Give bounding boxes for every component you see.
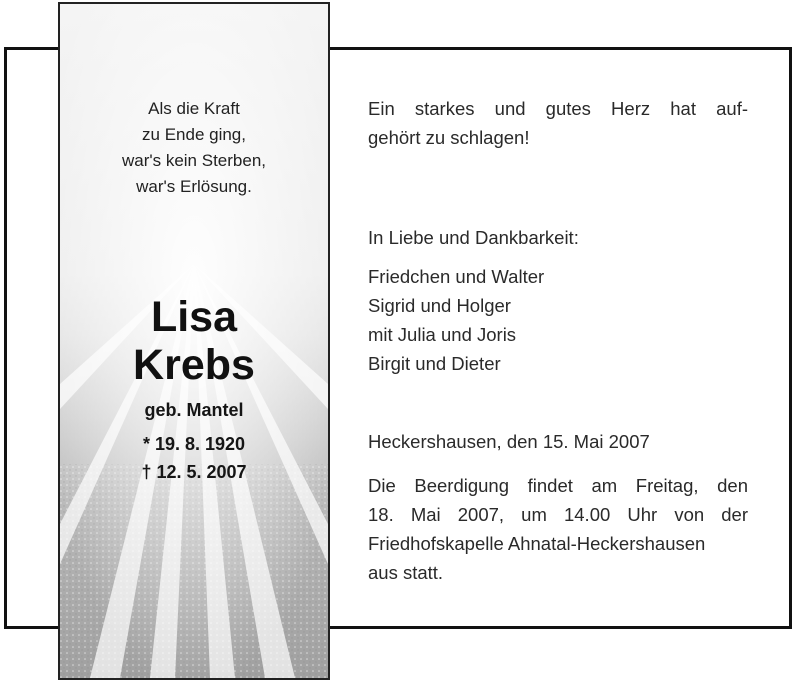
mourner-name: Birgit und Dieter [368,353,501,374]
birth-name: geb. Mantel [144,400,244,420]
mourner-name: mit Julia und Joris [368,324,517,345]
deceased-last-name: Krebs [133,341,255,389]
verse-line: war's Erlösung. [136,177,252,196]
intro-line: gehört zu schlagen! [368,127,530,148]
verse-line: zu Ende ging, [142,125,246,144]
funeral-line: Die Beerdigung findet am Freitag, den [368,475,748,496]
death-date: † 12. 5. 2007 [141,462,247,482]
deceased-first-name: Lisa [150,293,238,341]
memorial-side-panel [58,2,330,680]
intro-line: Ein starkes und gutes Herz hat auf- [368,98,748,119]
birth-date: * 19. 8. 1920 [142,434,246,454]
verse-line: Als die Kraft [148,99,240,118]
mourner-name: Sigrid und Holger [368,295,511,316]
memorial-verse [60,96,328,200]
verse-line: war's kein Sterben, [121,151,267,170]
funeral-line: 18. Mai 2007, um 14.00 Uhr von der [368,504,748,525]
place-and-date: Heckershausen, den 15. Mai 2007 [368,431,650,452]
mourner-name: Friedchen und Walter [368,266,545,287]
gratitude-heading: In Liebe und Dankbarkeit: [368,227,579,248]
funeral-details [368,471,748,587]
funeral-line: aus statt. [368,562,444,583]
mourners-list [368,262,748,378]
funeral-line: Friedhofskapelle Ahnatal-Heckershausen [368,533,706,554]
intro-text [368,94,748,152]
